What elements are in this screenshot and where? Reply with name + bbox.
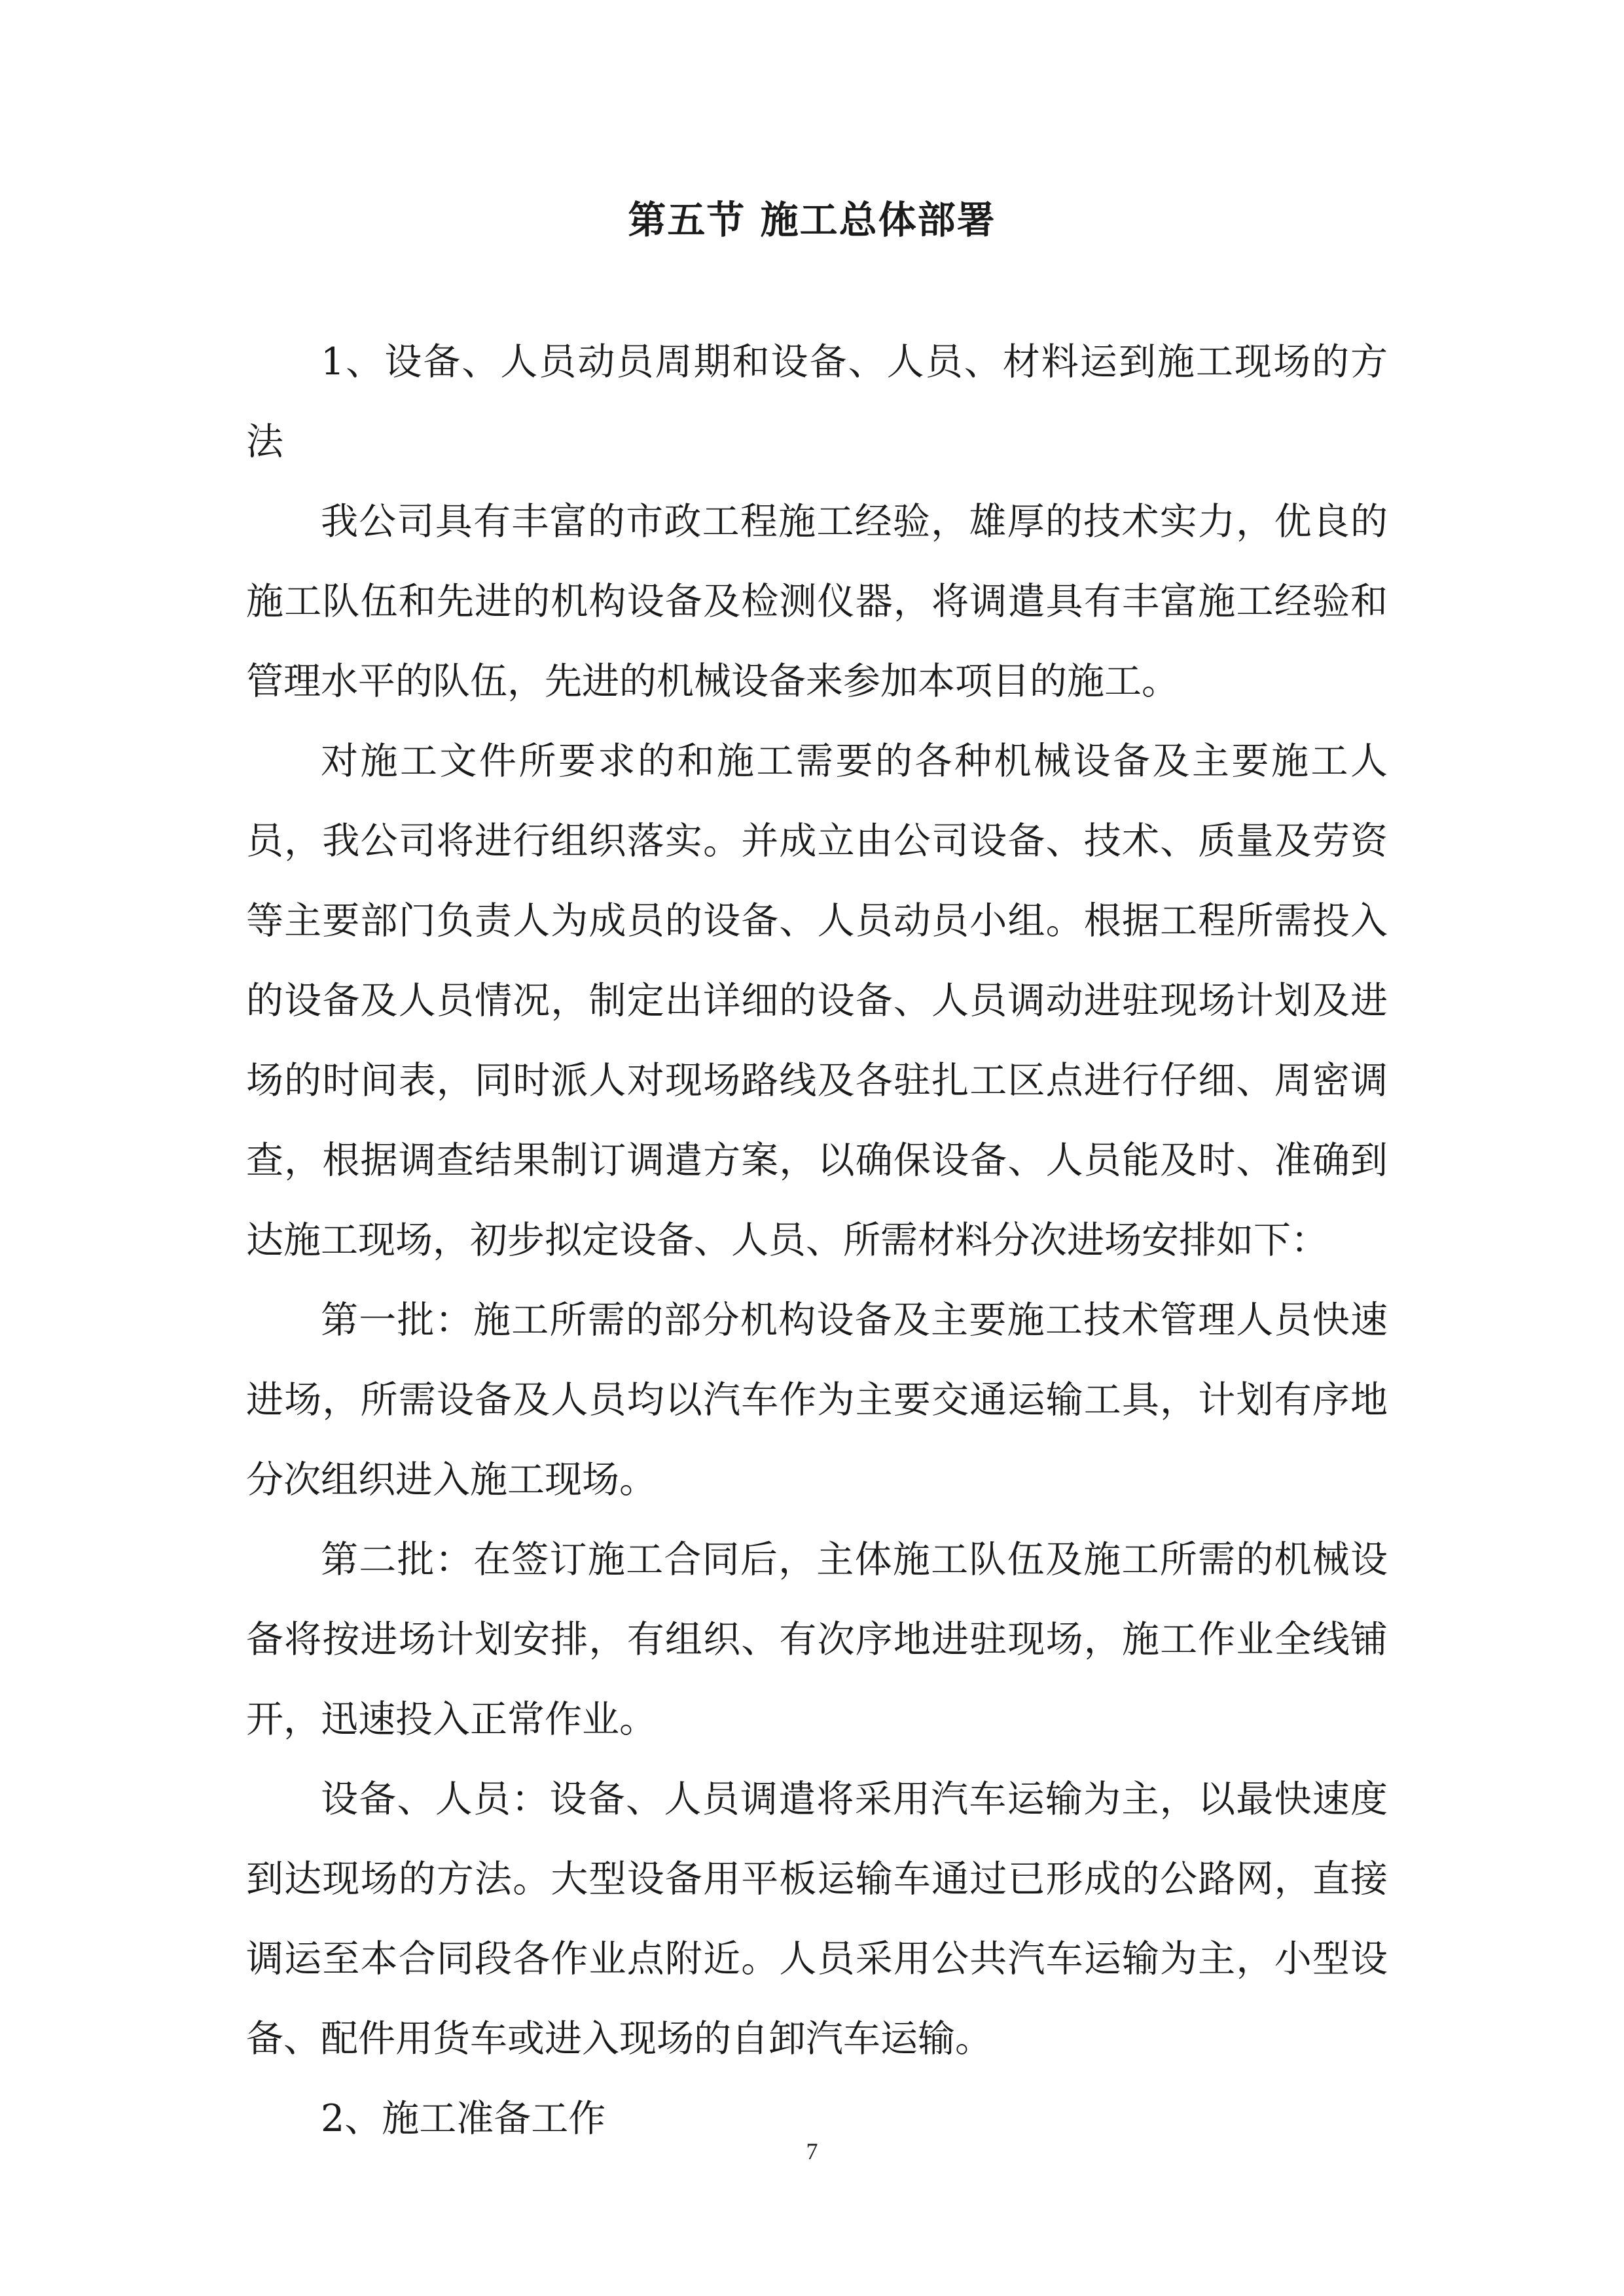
page-number: 7 — [806, 2138, 818, 2164]
paragraph-company-overview: 我公司具有丰富的市政工程施工经验，雄厚的技术实力，优良的施工队伍和先进的机构设备及检测仪器，将调遣具有丰富施工经验和管理水平的队伍，先进的机械设备来参加本项目的施工。 — [246, 500, 1388, 703]
page-title: 第五节 施工总体部署 — [628, 198, 996, 242]
paragraph-second-batch: 第二批：在签订施工合同后，主体施工队伍及施工所需的机械设备将按进场计划安排，有组织、有次序地进驻现场，施工作业全线铺开，迅速投入正常作业。 — [246, 1538, 1388, 1741]
section-heading-1: 1、设备、人员动员周期和设备、人员、材料运到施工现场的方法 — [246, 340, 1388, 463]
paragraph-first-batch: 第一批：施工所需的部分机构设备及主要施工技术管理人员快速进场，所需设备及人员均以汽车作为主要交通运输工具，计划有序地分次组织进入施工现场。 — [246, 1299, 1388, 1501]
paragraph-equipment-personnel: 设备、人员：设备、人员调遣将采用汽车运输为主，以最快速度到达现场的方法。大型设备用平板运输车通过已形成的公路网，直接调运至本合同段各作业点附近。人员采用公共汽车运输为主，小型设备、配件用货车或进入现场的自卸汽车运输。 — [246, 1778, 1388, 2060]
document-body — [246, 322, 1388, 2159]
section-heading-2: 2、施工准备工作 — [321, 2097, 606, 2140]
paragraph-mobilization-plan: 对施工文件所要求的和施工需要的各种机械设备及主要施工人员，我公司将进行组织落实。并成立由公司设备、技术、质量及劳资等主要部门负责人为成员的设备、人员动员小组。根据工程所需投入的设备及人员情况，制定出详细的设备、人员调动进驻现场计划及进场的时间表，同时派人对现场路线及各驻扎工区点进行仔细、周密调查，根据调查结果制订调遣方案，以确保设备、人员能及时、准确到达施工现场，初步拟定设备、人员、所需材料分次进场安排如下： — [246, 740, 1388, 1262]
